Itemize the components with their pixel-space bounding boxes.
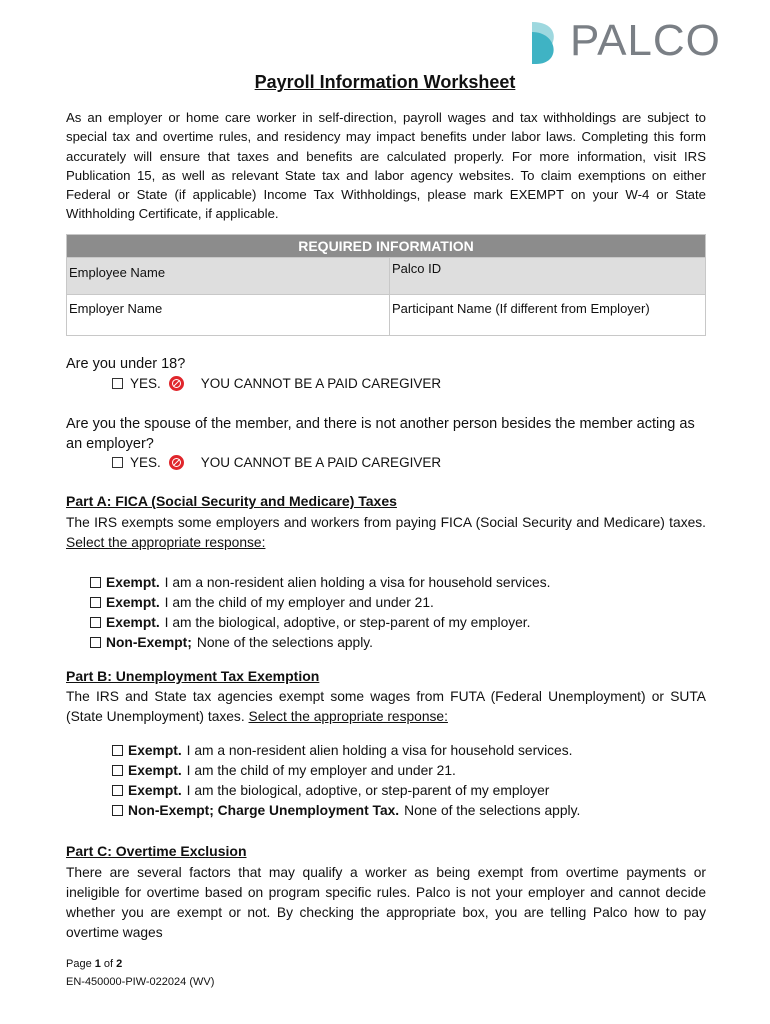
part-b-option[interactable]: Exempt. I am the child of my employer and under 21. [112, 760, 580, 780]
part-a-option[interactable]: Exempt. I am the child of my employer and under 21. [90, 592, 550, 612]
part-a-option[interactable]: Exempt. I am a non-resident alien holding a visa for household services. [90, 572, 550, 592]
part-a-option[interactable]: Non-Exempt; None of the selections apply. [90, 632, 550, 652]
part-b-description [66, 687, 706, 727]
page-number: Page 1 of 2 [66, 958, 123, 970]
spouse-warning: YOU CANNOT BE A PAID CAREGIVER [200, 455, 442, 470]
under-18-warning: YOU CANNOT BE A PAID CAREGIVER [200, 376, 442, 391]
under-18-yes-checkbox[interactable] [112, 378, 123, 389]
part-a-description [66, 513, 706, 553]
intro-paragraph: As an employer or home care worker in self-direction, payroll wages and tax withholdings are subject to special tax and overtime rules, and residency may impact benefits under labor laws. Completing this form accurately will ensure that taxes and benefits are calculated properly. For more information, visit IRS Publication 15, as well as relevant State tax and labor agency websites. To claim exemptions on either Federal or State (if applicable) Income Tax Withholdings, please mark EXEMPT on your W-4 or State Withholding Certificate, if applicable. [66, 110, 706, 222]
checkbox[interactable] [90, 617, 101, 628]
part-b-option[interactable]: Exempt. I am the biological, adoptive, or step-parent of my employer [112, 780, 580, 800]
part-b-option[interactable]: Exempt. I am a non-resident alien holding a visa for household services. [112, 740, 580, 760]
part-b-option[interactable]: Non-Exempt; Charge Unemployment Tax. None of the selections apply. [112, 800, 580, 820]
under-18-yes-label: YES. [130, 376, 161, 391]
spouse-yes-checkbox[interactable] [112, 457, 123, 468]
part-b-options [112, 740, 580, 820]
part-a-select-prompt: Select the appropriate response: [66, 535, 266, 550]
checkbox[interactable] [112, 785, 123, 796]
checkbox[interactable] [112, 745, 123, 756]
part-a-heading: Part A: FICA (Social Security and Medicare) Taxes [66, 493, 397, 509]
checkbox[interactable] [90, 597, 101, 608]
spouse-yes-row [112, 455, 441, 470]
under-18-yes-row [112, 376, 441, 391]
form-id: EN-450000-PIW-022024 (WV) [66, 976, 215, 988]
employee-name-field[interactable]: Employee Name [69, 265, 166, 280]
employer-name-field[interactable]: Employer Name [69, 301, 163, 316]
participant-name-field[interactable]: Participant Name (If different from Employer) [392, 301, 650, 316]
checkbox[interactable] [90, 577, 101, 588]
part-a-text: The IRS exempts some employers and workers from paying FICA (Social Security and Medicare) taxes. [66, 515, 706, 530]
spouse-yes-label: YES. [130, 455, 161, 470]
palco-logo [528, 16, 721, 68]
palco-logo-text: PALCO [570, 16, 721, 65]
prohibited-icon [169, 455, 184, 470]
part-a-option[interactable]: Exempt. I am the biological, adoptive, or step-parent of my employer. [90, 612, 550, 632]
checkbox[interactable] [112, 805, 123, 816]
page-title: Payroll Information Worksheet [254, 72, 516, 92]
prohibited-icon [169, 376, 184, 391]
part-b-text: The IRS and State tax agencies exempt some wages from FUTA (Federal Unemployment) or SUTA (State Unemployment) taxes. [66, 689, 706, 724]
palco-logo-icon [528, 18, 568, 68]
checkbox[interactable] [112, 765, 123, 776]
palco-id-field[interactable]: Palco ID [392, 261, 442, 276]
question-spouse: Are you the spouse of the member, and there is not another person besides the member acting as an employer? [66, 416, 695, 452]
question-under-18: Are you under 18? [66, 356, 186, 372]
part-c-description: There are several factors that may qualify a worker as being exempt from overtime payments or ineligible for overtime based on program specific rules. Palco is not your employer and cannot decide whether you are exempt or not. By checking the appropriate box, you are telling Palco how to pay overtime wages [66, 865, 706, 940]
part-b-select-prompt: Select the appropriate response: [248, 709, 448, 724]
part-a-options [90, 572, 550, 652]
checkbox[interactable] [90, 637, 101, 648]
part-c-heading: Part C: Overtime Exclusion [66, 843, 247, 859]
required-info-header: REQUIRED INFORMATION [67, 235, 706, 258]
required-info-table [66, 234, 706, 336]
part-b-heading: Part B: Unemployment Tax Exemption [66, 668, 320, 684]
